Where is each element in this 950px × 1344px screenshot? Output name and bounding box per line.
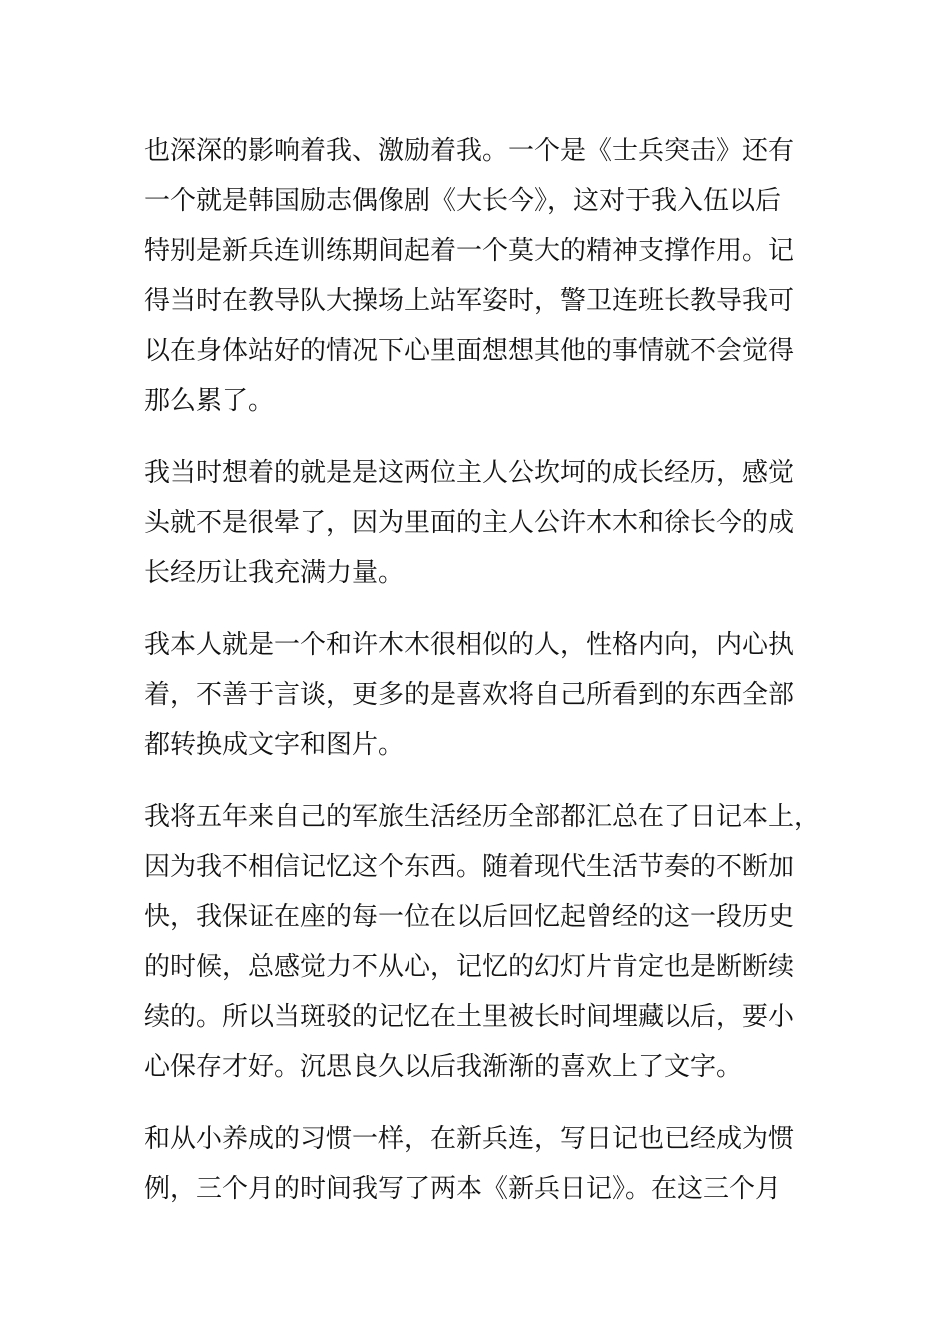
document-body [144, 126, 821, 1236]
text-line: 例，三个月的时间我写了两本《新兵日记》。在这三个月 [144, 1174, 782, 1204]
text-line: 快，我保证在座的每一位在以后回忆起曾经的这一段历史 [144, 902, 795, 932]
paragraph-4 [144, 792, 821, 1092]
text-line: 着，不善于言谈，更多的是喜欢将自己所看到的东西全部 [144, 680, 795, 710]
text-line: 一个就是韩国励志偶像剧《大长今》，这对于我入伍以后 [144, 186, 782, 216]
text-line: 以在身体站好的情况下心里面想想其他的事情就不会觉得 [144, 336, 795, 366]
text-line: 那么累了。 [144, 386, 275, 416]
text-line: 得当时在教导队大操场上站军姿时，警卫连班长教导我可 [144, 286, 795, 316]
paragraph-5 [144, 1114, 809, 1214]
text-line: 头就不是很晕了，因为里面的主人公许木木和徐长今的成 [144, 508, 795, 538]
text-line: 也深深的影响着我、激励着我。一个是《士兵突击》还有 [144, 136, 795, 166]
text-line: 特别是新兵连训练期间起着一个莫大的精神支撑作用。记 [144, 236, 795, 266]
text-line: 我当时想着的就是是这两位主人公坎坷的成长经历，感觉 [144, 458, 795, 488]
text-line: 的时候，总感觉力不从心，记忆的幻灯片肯定也是断断续 [144, 952, 795, 982]
text-line: 我本人就是一个和许木木很相似的人，性格内向，内心执 [144, 630, 795, 660]
text-line: 和从小养成的习惯一样，在新兵连，写日记也已经成为惯 [144, 1124, 795, 1154]
text-line: 续的。所以当斑驳的记忆在土里被长时间埋藏以后，要小 [144, 1002, 795, 1032]
text-line: 长经历让我充满力量。 [144, 558, 405, 588]
text-line: 都转换成文字和图片。 [144, 730, 405, 760]
text-line: 心保存才好。沉思良久以后我渐渐的喜欢上了文字。 [144, 1052, 743, 1082]
paragraph-1 [144, 126, 809, 426]
text-line: 我将五年来自己的军旅生活经历全部都汇总在了日记本上， [144, 802, 821, 832]
paragraph-3 [144, 620, 809, 770]
text-line: 因为我不相信记忆这个东西。随着现代生活节奏的不断加 [144, 852, 795, 882]
paragraph-2 [144, 448, 809, 598]
